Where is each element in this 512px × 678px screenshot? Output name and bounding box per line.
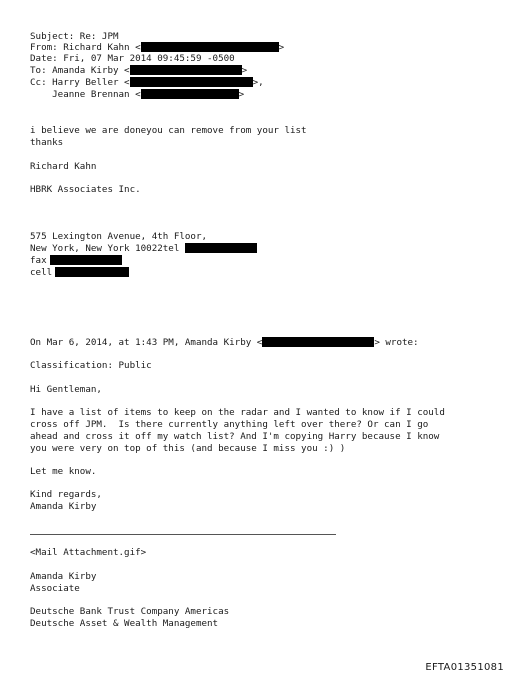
body-line-3: ahead and cross it off my watch list? And I'm copying Harry because I know (30, 431, 440, 442)
signer-line: Amanda Kirby (30, 501, 97, 512)
body-line-1: I have a list of items to keep on the radar and I wanted to know if I could (30, 407, 445, 418)
redaction-block (141, 42, 279, 52)
quoted-intro (30, 337, 419, 348)
body-line-4: you were very on top of this (and because I miss you :) ) (30, 443, 346, 454)
body-line-2: cross off JPM. Is there currently anything left over there? Or can I go (30, 419, 429, 430)
signature-name: Amanda Kirby (30, 571, 97, 582)
from-line (30, 42, 284, 53)
cc2-close: > (238, 89, 245, 100)
reply-line-2: thanks (30, 137, 64, 148)
reply-line-1: i believe we are doneyou can remove from your list (30, 125, 307, 136)
signature-org-2: Deutsche Asset & Wealth Management (30, 618, 219, 629)
cc-line-2 (30, 89, 244, 100)
address-text: New York, New York 10022tel (30, 243, 180, 254)
redaction-block (130, 65, 242, 75)
cc-label: Cc: Harry Beller < (30, 77, 130, 88)
cc-line (30, 77, 264, 88)
redaction-block (55, 267, 129, 277)
fax-label: fax (30, 255, 47, 266)
redaction-block (262, 337, 374, 347)
quoted-intro-end: > wrote: (374, 337, 419, 348)
signature-org-1: Deutsche Bank Trust Company Americas (30, 606, 230, 617)
from-close: > (278, 42, 285, 53)
subject-line: Subject: Re: JPM (30, 31, 119, 42)
sender-name: Richard Kahn (30, 161, 97, 172)
date-line: Date: Fri, 07 Mar 2014 09:45:59 -0500 (30, 53, 235, 64)
redaction-block (130, 77, 253, 87)
redaction-block (141, 89, 239, 99)
fax-line (30, 255, 122, 266)
cell-label: cell (30, 267, 53, 278)
cell-line (30, 267, 129, 278)
cc2-label: Jeanne Brennan < (30, 89, 141, 100)
signature-title: Associate (30, 583, 80, 594)
address-line-2 (30, 243, 257, 254)
greeting-line: Hi Gentleman, (30, 384, 102, 395)
let-me-know-line: Let me know. (30, 466, 97, 477)
to-line (30, 65, 247, 76)
to-close: > (241, 65, 248, 76)
sender-company: HBRK Associates Inc. (30, 184, 141, 195)
quoted-intro-text: On Mar 6, 2014, at 1:43 PM, Amanda Kirby < (30, 337, 263, 348)
address-line-1: 575 Lexington Avenue, 4th Floor, (30, 231, 208, 242)
signoff-line: Kind regards, (30, 489, 102, 500)
divider (30, 534, 336, 535)
from-label: From: Richard Kahn < (30, 42, 141, 53)
classification-line: Classification: Public (30, 360, 152, 371)
to-label: To: Amanda Kirby < (30, 65, 130, 76)
document-id: EFTA01351081 (425, 662, 504, 673)
attachment-line: <Mail Attachment.gif> (30, 547, 147, 558)
cc-close: >, (252, 77, 264, 88)
redaction-block (185, 243, 257, 253)
redaction-block (50, 255, 122, 265)
